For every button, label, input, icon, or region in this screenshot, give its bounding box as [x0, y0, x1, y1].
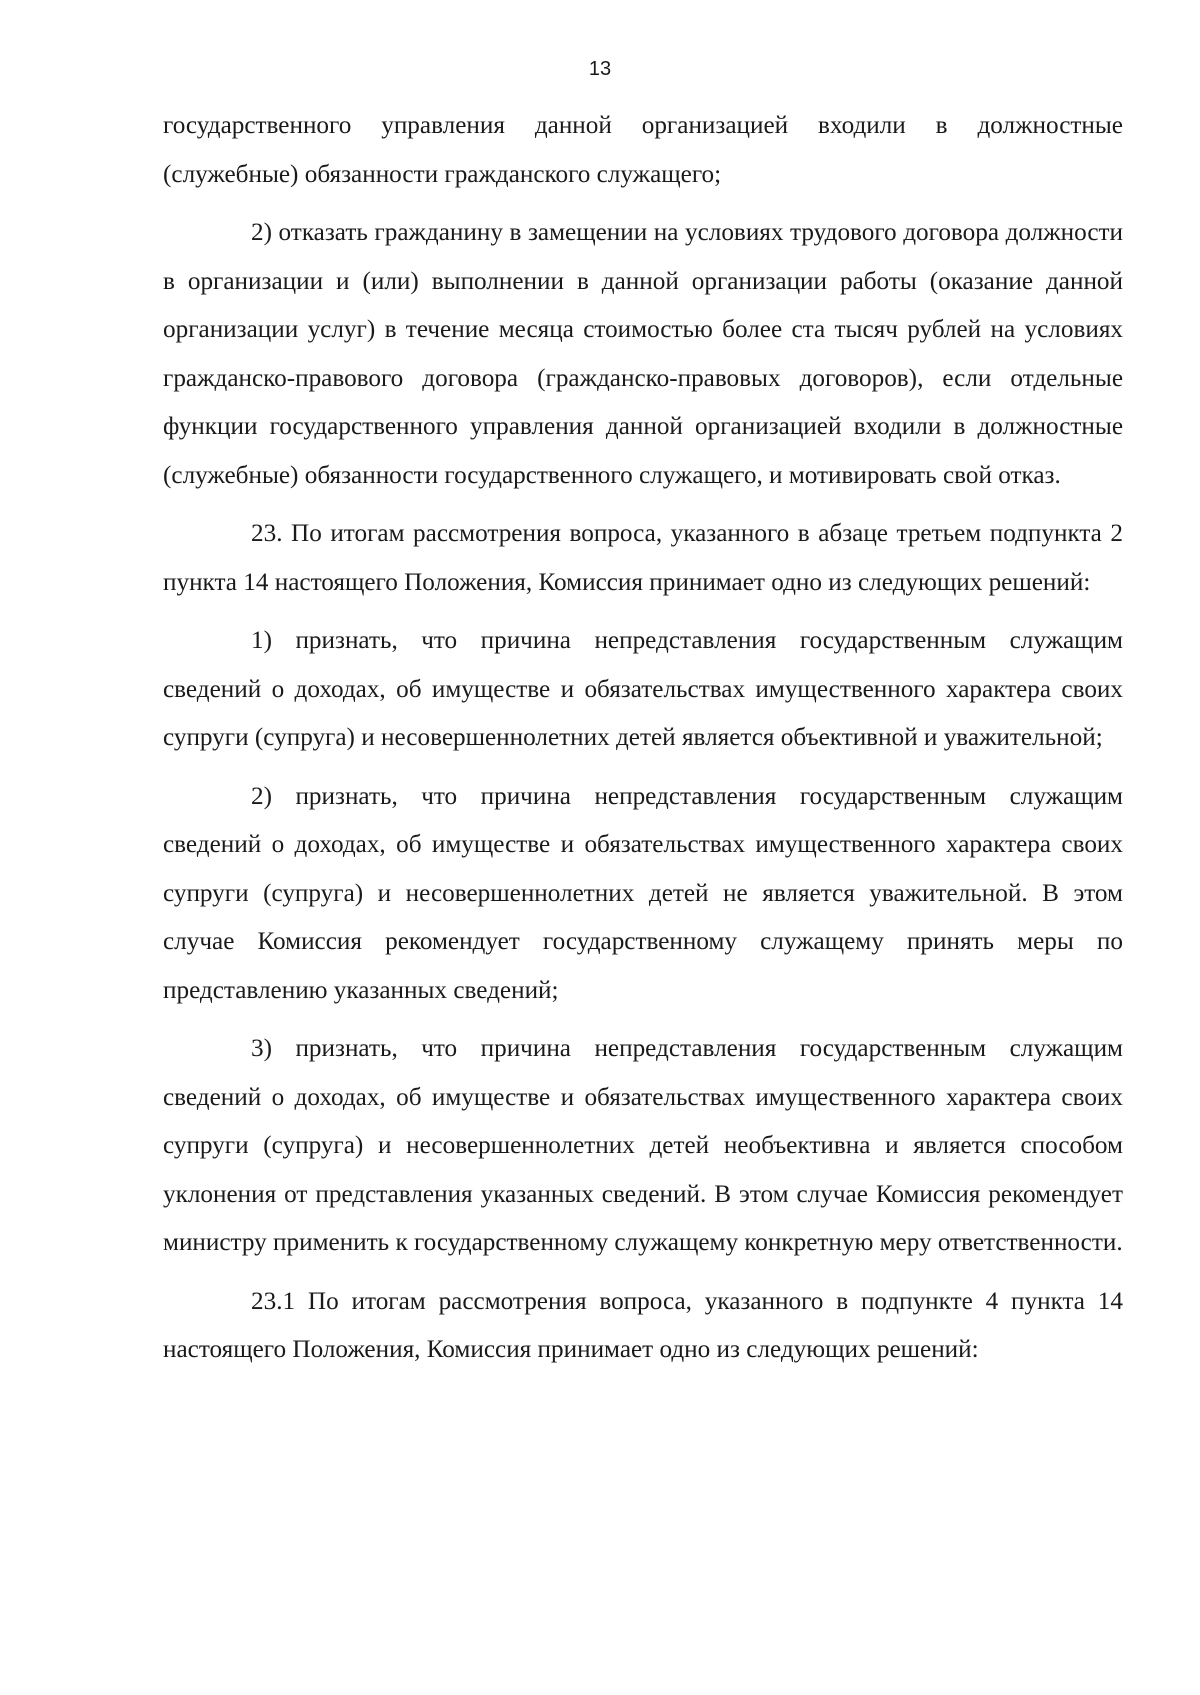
- paragraph-decision-1: 1) признать, что причина непредставления государственным служащим сведений о доходах, об имуществе и обязательствах имущественного характера своих супруги (супруга) и несовершеннолетних детей является объективной и уважительной;: [163, 627, 1123, 751]
- paragraph-section-23: 23. По итогам рассмотрения вопроса, указанного в абзаце третьем подпункта 2 пункта 14 настоящего Положения, Комиссия принимает одно из следующих решений:: [163, 520, 1123, 596]
- paragraph-decision-3: 3) признать, что причина непредставления государственным служащим сведений о доходах, об имуществе и обязательствах имущественного характера своих супруги (супруга) и несовершеннолетних детей необъективна и является способом уклонения от представления указанных сведений. В этом случае Комиссия рекомендует министру применить к государственному служащему конкретную меру ответственности.: [163, 1035, 1123, 1256]
- paragraph-continuation: государственного управления данной организацией входили в должностные (служебные) обязанности гражданского служащего;: [163, 112, 1123, 188]
- page-number: 13: [588, 58, 612, 80]
- document-body: [163, 102, 1123, 1375]
- paragraph-item-2-refuse: 2) отказать гражданину в замещении на условиях трудового договора должности в организации и (или) выполнении в данной организации работы (оказание данной организации услуг) в течение месяца стоимостью более ста тысяч рублей на условиях гражданско-правового договора (гражданско-правовых договоров), если отдельные функции государственного управления данной организацией входили в должностные (служебные) обязанности государственного служащего, и мотивировать свой отказ.: [163, 219, 1123, 489]
- paragraph-decision-2: 2) признать, что причина непредставления государственным служащим сведений о доходах, об имуществе и обязательствах имущественного характера своих супруги (супруга) и несовершеннолетних детей не является уважительной. В этом случае Комиссия рекомендует государственному служащему принять меры по представлению указанных сведений;: [163, 782, 1123, 1004]
- paragraph-section-23-1: 23.1 По итогам рассмотрения вопроса, указанного в подпункте 4 пункта 14 настоящего Положения, Комиссия принимает одно из следующих решений:: [163, 1287, 1123, 1363]
